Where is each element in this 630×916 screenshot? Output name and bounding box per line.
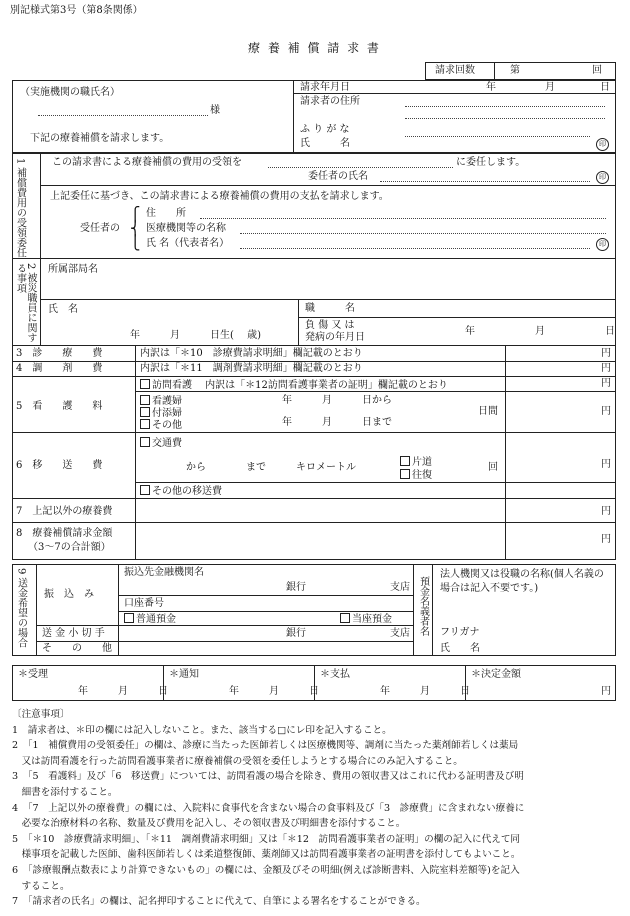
section1-side-label: 1 補償費用の受領委任 xyxy=(14,158,26,258)
seal-icon: 印 xyxy=(596,171,609,184)
section2-side-label: 2 被災職員に関する事項 xyxy=(14,263,36,343)
attendant-checkbox[interactable]: 付添婦 xyxy=(140,407,182,419)
account-holder-label: 預金名義者名 xyxy=(417,576,429,636)
page-title: 療 養 補 償 請 求 書 xyxy=(248,41,381,55)
ordinary-deposit-checkbox[interactable]: 普通預金 xyxy=(124,613,176,625)
section9-side-label: 9 送金希望の場合 xyxy=(15,568,27,648)
visiting-nursing-checkbox[interactable]: 訪問看護 内訳は「＊12訪問看護事業者の証明」欄記載のとおり xyxy=(140,379,448,391)
notes: 〔注意事項〕 1 請求者は、＊印の欄には記入しないこと。また、該当する□にレ印を記入すること。 2 「1 補償費用の受領委任」の欄は、診療に当たった医師若しくは医療機関等、調剤に当たった薬剤師若しくは薬局 又は訪問看護を行った訪問看護事業者に療養補償の受領を委任しようとする場合にのみ記入すること。 3 「5 看護料」及び「6 移送費」については、訪問看護の場合を除き、費用の領収書又はこれに代わる証明書及び明 細書を添付すること。 4 「7 上記以外の療養費」の欄には、入院料に食事代を含まない場合の食事料及び「3 診療費」に含まれない療養に 必要な治療材料の名称、数量及び費用を記入し、その領収書及び明細書を添付すること。 5 「＊10 診療費請求明細」、「＊11 調剤費請求明細」又は「＊12 訪問看護事業者の証明」の欄の記入に代えて同 様事項を記載した医師、歯科医師若しくは柔道整復師、薬剤師又は訪問看護事業者の証明書を添付してもよいこと。 6 「診療報酬点数表により計算できないもの」の欄には、金額及びその明細(例えば診断書料、入院室料差額等)を記入 すること。 7 「請求者の氏名」の欄は、記名押印することに代えて、自筆による署名をすることができる。 xyxy=(12,709,525,908)
claim-date-label: 請求年月日 xyxy=(300,82,350,93)
oneway-checkbox[interactable]: 片道 xyxy=(400,456,432,468)
current-deposit-checkbox[interactable]: 当座預金 xyxy=(340,613,392,625)
roundtrip-checkbox[interactable]: 往復 xyxy=(400,469,432,481)
seal-icon: 印 xyxy=(596,138,609,151)
transport-checkbox[interactable]: 交通費 xyxy=(140,437,182,449)
other-transport-checkbox[interactable]: その他の移送費 xyxy=(140,485,222,497)
seal-icon: 印 xyxy=(596,238,609,251)
form-number: 別記様式第3号（第8条関係） xyxy=(10,5,143,16)
nurse-checkbox[interactable]: 看護婦 xyxy=(140,395,182,407)
other-nursing-checkbox[interactable]: その他 xyxy=(140,419,182,431)
claim-count-label: 請求回数 xyxy=(435,65,475,76)
